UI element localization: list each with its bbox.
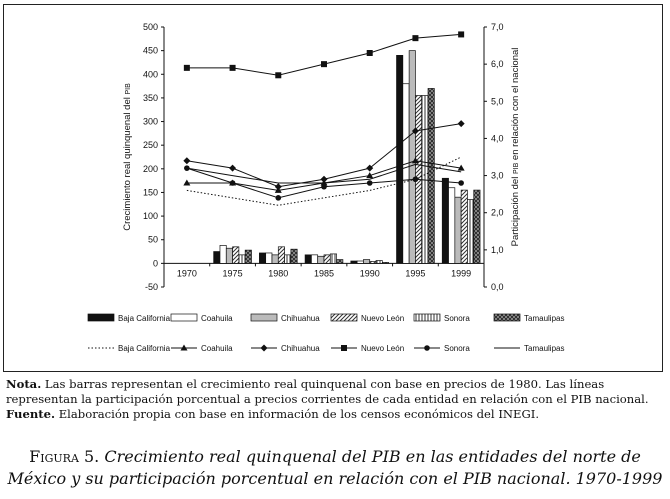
bar: [397, 55, 403, 263]
category-label: 1999: [451, 268, 472, 279]
bar: [305, 255, 311, 264]
category-label: 1990: [359, 268, 380, 279]
bar: [239, 255, 245, 264]
legend-line-label: Nuevo León: [361, 344, 405, 353]
bar: [245, 250, 251, 263]
category-label: 1975: [222, 268, 243, 279]
left-tick-label: 300: [142, 116, 158, 127]
nota-paragraph: [6, 377, 666, 407]
caption-label: Figura 5.: [29, 447, 100, 466]
square-marker: [230, 65, 236, 71]
right-tick-label: 1,0: [491, 244, 504, 255]
bar: [376, 261, 382, 264]
diamond-marker: [321, 176, 328, 183]
circle-marker: [321, 184, 327, 190]
legend-line-label: Chihuahua: [281, 344, 320, 353]
fuente-text: Elaboración propia con base en información de los censos económicos del: [55, 407, 499, 421]
category-label: 1980: [268, 268, 289, 279]
bar: [330, 254, 336, 263]
bar: [474, 190, 480, 263]
legend-bar-swatch: [251, 314, 277, 321]
series-line: [187, 34, 461, 75]
figure-caption: [0, 446, 670, 490]
nota-text-2: nacional.: [591, 392, 649, 406]
legend-bar-label: Nuevo León: [361, 314, 405, 323]
category-label: 1995: [405, 268, 426, 279]
bar: [214, 252, 220, 264]
bar: [278, 247, 284, 264]
left-axis-title: Crecimiento real quinquenal del PIB: [122, 83, 133, 231]
left-tick-label: 350: [142, 92, 158, 103]
bar: [363, 260, 369, 264]
bar: [370, 261, 376, 263]
diamond-marker: [261, 345, 268, 352]
legend-bar-label: Chihuahua: [281, 314, 320, 323]
right-tick-label: 2,0: [491, 207, 504, 218]
bar: [233, 247, 239, 264]
diamond-marker: [275, 183, 282, 190]
left-tick-label: 500: [142, 22, 158, 32]
right-tick-label: 4,0: [491, 133, 504, 144]
category-label: 1985: [313, 268, 335, 279]
notes: [6, 377, 666, 422]
bar: [311, 255, 317, 264]
caption-text-2: en las entidades del norte de México y su participación porcentual en relación con el: [7, 447, 641, 488]
bar: [455, 197, 461, 263]
legend-line-label: Coahuila: [201, 344, 233, 353]
fuente-paragraph: [6, 407, 666, 422]
bar: [357, 261, 363, 263]
bar: [442, 178, 448, 263]
circle-marker: [275, 195, 281, 201]
left-tick-label: 250: [142, 140, 158, 151]
caption-pib-1: PIB: [371, 447, 401, 466]
left-tick-label: 400: [142, 69, 158, 80]
bar: [337, 260, 343, 264]
legend-bar-swatch: [331, 314, 357, 321]
legend-bar-label: Baja California: [118, 314, 171, 323]
right-tick-label: 5,0: [491, 96, 504, 107]
diamond-marker: [458, 120, 465, 127]
legend: [4, 5, 564, 353]
diamond-marker: [183, 157, 190, 164]
left-tick-label: 100: [142, 211, 158, 222]
bar: [226, 248, 232, 263]
bar: [467, 200, 473, 264]
bar: [382, 262, 388, 263]
square-marker: [367, 50, 373, 56]
caption-pib-2: PIB: [463, 469, 492, 488]
caption-text-3: nacional. 1970-1999: [491, 469, 663, 488]
left-tick-label: 450: [142, 45, 158, 56]
figure-frame: [3, 4, 663, 372]
category-label: 1970: [176, 268, 197, 279]
fuente-end: .: [535, 407, 540, 421]
legend-line-label: Baja California: [118, 344, 171, 353]
circle-marker: [424, 345, 430, 351]
square-marker: [321, 61, 327, 67]
circle-marker: [367, 180, 373, 186]
square-marker: [341, 345, 347, 351]
bar: [461, 190, 467, 263]
square-marker: [458, 31, 464, 37]
square-marker: [275, 72, 281, 78]
right-axis-title: Participación del PIB en relación con el nacional: [510, 47, 521, 247]
bar: [291, 249, 297, 263]
plot-area: [122, 22, 521, 292]
bar: [428, 88, 434, 263]
circle-marker: [458, 180, 464, 186]
diamond-marker: [229, 165, 236, 172]
bar: [285, 255, 291, 264]
legend-bar-swatch: [88, 314, 114, 321]
bar: [220, 245, 226, 263]
bar: [266, 253, 272, 263]
nota-lead: Nota.: [6, 377, 42, 391]
right-tick-label: 3,0: [491, 170, 504, 181]
bar: [409, 51, 415, 264]
bar: [403, 84, 409, 264]
bar: [259, 253, 265, 263]
left-tick-label: 0: [152, 258, 158, 269]
fuente-inegi: INEGI: [498, 407, 536, 421]
left-tick-label: 50: [147, 234, 158, 245]
bar: [324, 255, 330, 264]
left-tick-label: 150: [142, 187, 158, 198]
right-tick-label: 6,0: [491, 59, 504, 70]
legend-bar-label: Sonora: [444, 314, 470, 323]
bar: [351, 261, 357, 263]
chart: [4, 5, 662, 371]
caption-text-1: Crecimiento real quinquenal del: [104, 447, 372, 466]
legend-bar-swatch: [494, 314, 520, 321]
left-tick-label: -50: [144, 282, 158, 292]
nota-pib: PIB: [570, 392, 592, 406]
bar: [318, 256, 324, 263]
left-tick-label: 200: [142, 163, 158, 174]
circle-marker: [230, 180, 236, 186]
bar: [449, 188, 455, 264]
right-tick-label: 0,0: [491, 282, 504, 292]
legend-bar-label: Coahuila: [201, 314, 233, 323]
legend-bar-label: Tamaulipas: [524, 314, 565, 323]
nota-text-1: Las barras representan el crecimiento real quinquenal con base en precios de 1980. Las líneas representan la participación porcentual a precios corrientes de cada entidad en relación con el: [6, 377, 605, 406]
right-tick-label: 7,0: [491, 22, 504, 32]
bar: [272, 255, 278, 264]
circle-marker: [413, 176, 419, 182]
square-marker: [184, 65, 190, 71]
square-marker: [412, 35, 418, 41]
legend-line-label: Sonora: [444, 344, 470, 353]
legend-bar-swatch: [171, 314, 197, 321]
legend-bar-swatch: [414, 314, 440, 321]
fuente-lead: Fuente.: [6, 407, 56, 421]
legend-line-label: Tamaulipas: [524, 344, 565, 353]
